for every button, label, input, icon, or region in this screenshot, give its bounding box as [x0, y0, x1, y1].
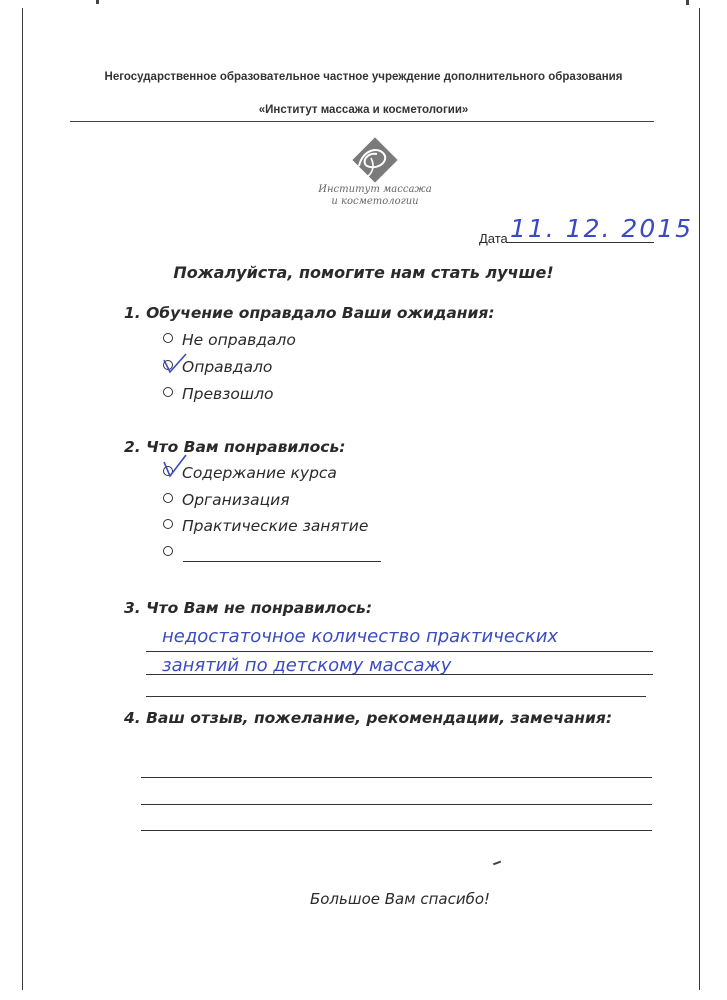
- q3-answer-rule-2: [146, 674, 653, 675]
- q3-answer-rule-3[interactable]: [146, 696, 646, 697]
- radio-circle[interactable]: [163, 546, 173, 556]
- q1-option-met[interactable]: Оправдало: [163, 358, 272, 376]
- q4-answer-rule-1[interactable]: [141, 777, 652, 778]
- question-4-title: 4. Ваш отзыв, пожелание, рекомендации, замечания:: [124, 709, 613, 727]
- q2-option-practical[interactable]: Практические занятие: [163, 517, 368, 535]
- q2-option-organization[interactable]: Организация: [163, 491, 290, 509]
- radio-circle[interactable]: [163, 333, 173, 343]
- checkmark-icon: [160, 352, 190, 376]
- institute-name: «Институт массажа и косметологии»: [258, 104, 469, 116]
- logo-caption: Институт массажа и косметологии: [318, 184, 432, 207]
- q3-answer-line-1: недостаточное количество практических: [162, 626, 559, 647]
- radio-circle[interactable]: [163, 493, 173, 503]
- q1-option-exceeded[interactable]: Превзошло: [163, 385, 273, 403]
- q2-option-other[interactable]: [163, 544, 182, 562]
- date-label: Дата: [479, 231, 508, 246]
- radio-circle[interactable]: [163, 387, 173, 397]
- question-1-title: 1. Обучение оправдало Ваши ожидания:: [124, 304, 495, 322]
- header-divider: [70, 121, 654, 122]
- radio-circle[interactable]: [163, 519, 173, 529]
- form-heading: Пожалуйста, помогите нам стать лучше!: [173, 263, 554, 282]
- scan-speck: [96, 0, 99, 4]
- thanks-text: Большое Вам спасибо!: [309, 890, 491, 908]
- q3-answer-line-2: занятий по детскому массажу: [162, 655, 452, 676]
- organization-name: Негосударственное образовательное частное учреждение дополнительного образования: [104, 71, 623, 83]
- q1-option-not-met[interactable]: Не оправдало: [163, 331, 296, 349]
- q3-answer-rule-1: [146, 651, 653, 652]
- q4-answer-rule-2[interactable]: [141, 804, 652, 805]
- question-2-title: 2. Что Вам понравилось:: [124, 438, 346, 456]
- scan-speck: [686, 0, 689, 5]
- q2-option-course-content[interactable]: Содержание курса: [163, 464, 337, 482]
- date-value: 11. 12. 2015: [510, 214, 694, 243]
- question-3-title: 3. Что Вам не понравилось:: [124, 599, 373, 617]
- q4-answer-rule-3[interactable]: [141, 830, 652, 831]
- q2-other-input-line[interactable]: [183, 561, 381, 562]
- checkmark-icon: [160, 452, 190, 480]
